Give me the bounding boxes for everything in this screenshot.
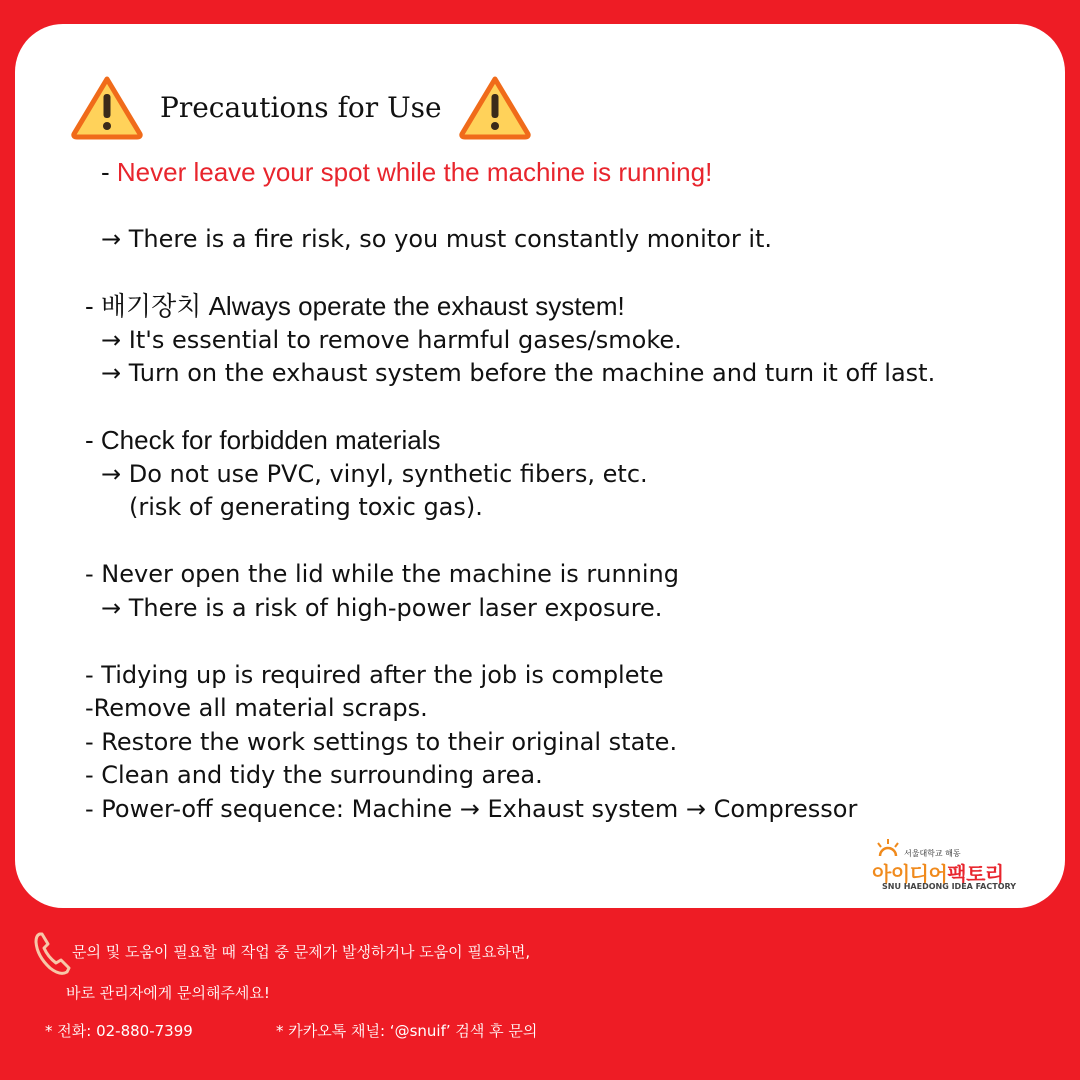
section-heading: [85, 156, 1045, 190]
section-heading: - Tidying up is required after the job is complete: [85, 660, 664, 689]
list-item: (risk of generating toxic gas).: [129, 493, 483, 521]
idea-factory-logo: [872, 838, 1032, 894]
list-item: -Remove all material scraps.: [85, 694, 428, 722]
list-item: → There is a fire risk, so you must constantly monitor it.: [101, 225, 773, 253]
logo-sub-text: SNU HAEDONG IDEA FACTORY: [882, 882, 1017, 891]
logo-orange: 아이디어: [872, 862, 948, 886]
footer-kakao-channel[interactable]: * 카카오톡 채널: ‘@snuif’ 검색 후 문의: [276, 1022, 538, 1040]
emphasis-warning: Never leave your spot while the machine is running!: [116, 157, 713, 187]
sun-icon: [874, 838, 902, 858]
list-item: → There is a risk of high-power laser exposure.: [101, 593, 663, 622]
footer-help-line: 문의 및 도움이 필요할 때 작업 중 문제가 발생하거나 도움이 필요하면,: [72, 943, 531, 961]
section-heading: - Never open the lid while the machine is running: [85, 560, 679, 588]
warning-triangle-icon: [70, 74, 144, 140]
logo-small-text: 서울대학교 해동: [904, 849, 961, 858]
heading-dash: -: [101, 157, 117, 187]
footer: [0, 908, 1080, 1080]
precautions-list: [85, 156, 1045, 826]
list-item: - Clean and tidy the surrounding area.: [85, 761, 543, 789]
page-title: Precautions for Use: [160, 90, 442, 124]
warning-triangle-icon: [458, 74, 532, 140]
logo-red: 팩토리: [947, 862, 1004, 886]
footer-phone-number[interactable]: * 전화: 02-880-7399: [45, 1022, 193, 1040]
list-item: → Turn on the exhaust system before the machine and turn it off last.: [101, 359, 936, 387]
section-heading: - Check for forbidden materials: [85, 425, 441, 455]
phone-icon: [32, 930, 72, 976]
footer-contact-line: 바로 관리자에게 문의해주세요!: [66, 984, 270, 1002]
list-item: - Power-off sequence: Machine → Exhaust system → Compressor: [85, 794, 858, 823]
title-row: [70, 74, 532, 140]
list-item: → Do not use PVC, vinyl, synthetic fibers, etc.: [101, 459, 648, 488]
list-item: - Restore the work settings to their original state.: [85, 727, 678, 756]
list-item: → It's essential to remove harmful gases/smoke.: [101, 325, 682, 354]
section-heading: - 배기장치 Always operate the exhaust system!: [85, 291, 625, 321]
